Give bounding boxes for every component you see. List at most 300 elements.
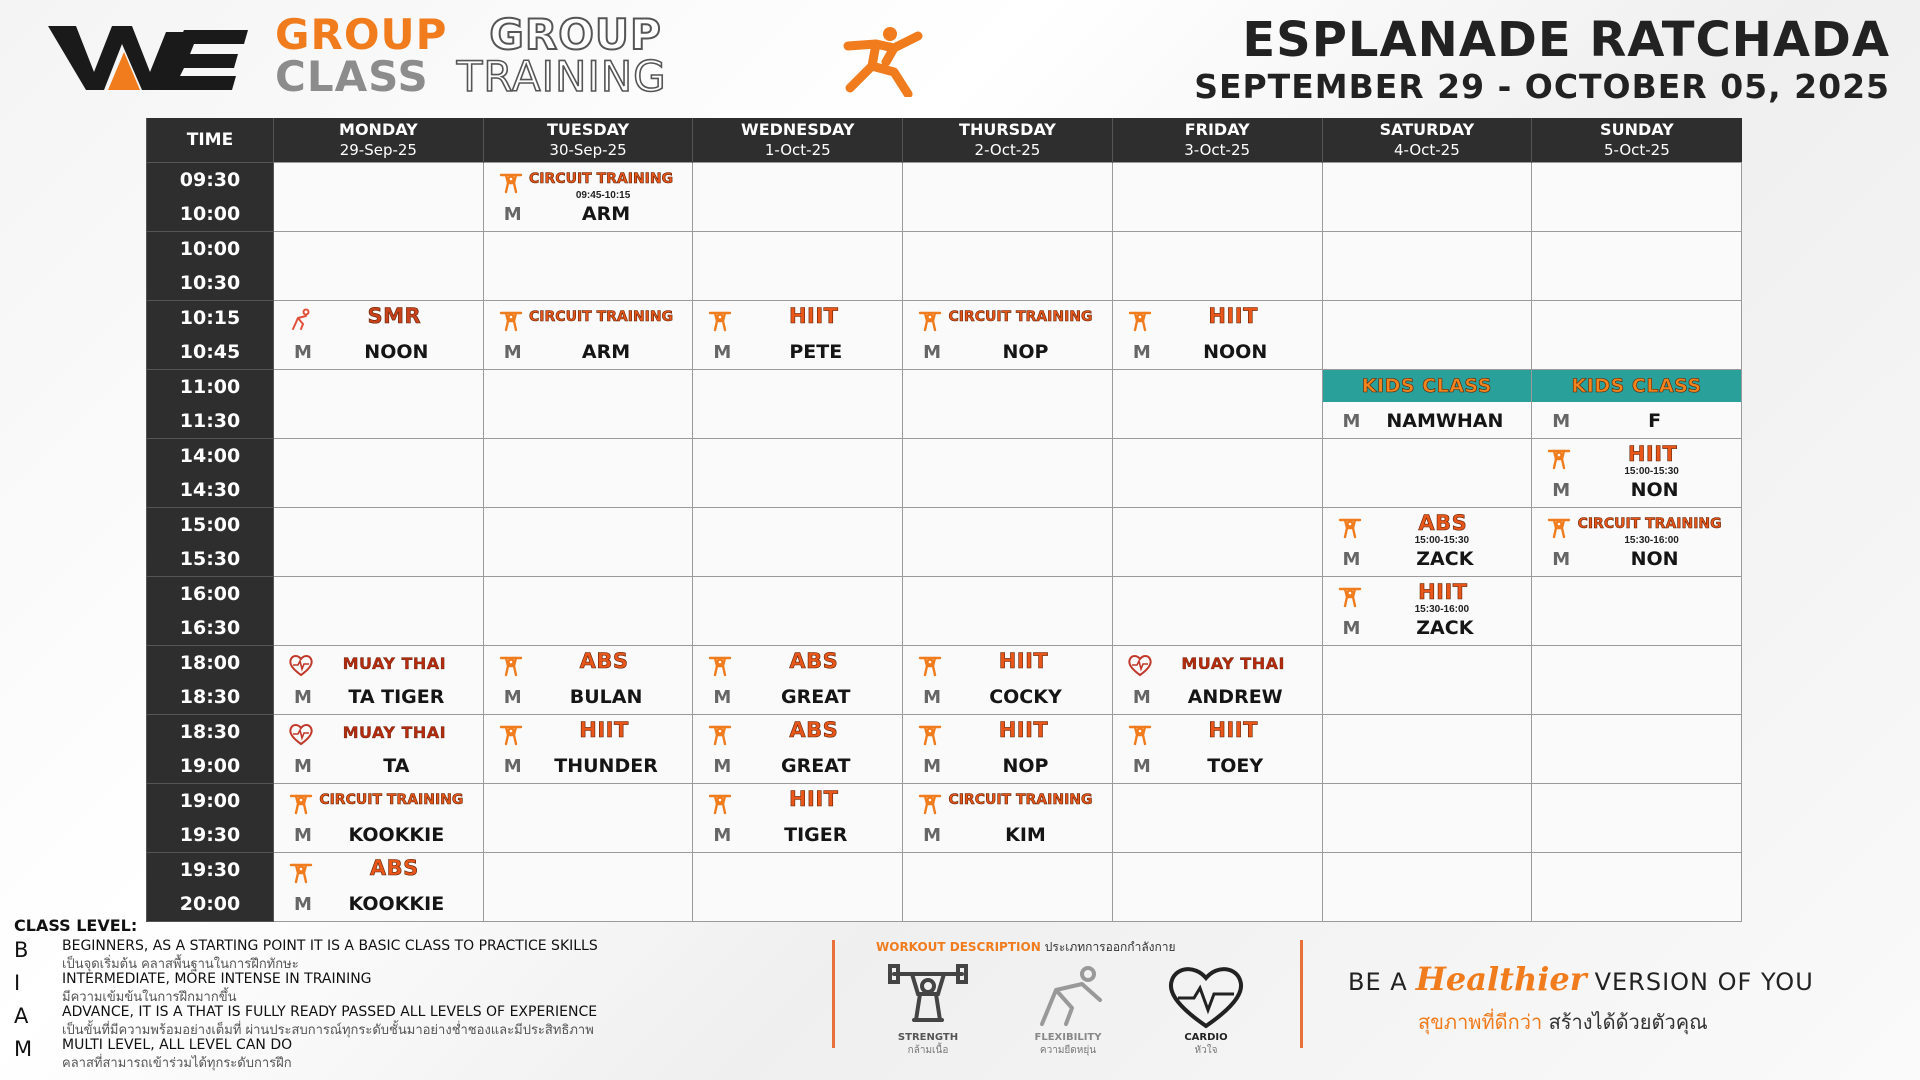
class-name: ABS [789, 649, 839, 673]
workout-title-th: ประเภทการออกกำลังกาย [1044, 940, 1176, 954]
class-entry[interactable] [693, 784, 902, 852]
empty-slot [1112, 370, 1322, 439]
class-name: MUAY THAI [342, 654, 447, 673]
instructor-name: TA TIGER [348, 686, 445, 708]
day-header-sun [1532, 118, 1742, 163]
legend-row [14, 1002, 814, 1038]
instructor-name: GREAT [781, 686, 851, 708]
class-entry[interactable] [1113, 646, 1322, 714]
class-entry[interactable] [1113, 301, 1322, 369]
instructor-name: ARM [581, 203, 631, 225]
schedule-row [147, 577, 1742, 646]
class-entry[interactable] [484, 163, 693, 231]
legend-row [14, 1035, 814, 1071]
empty-slot [693, 163, 903, 232]
level-desc-th: คลาสที่สามารถเข้าร่วมได้ทุกระดับการฝึก [62, 1056, 292, 1071]
class-name: CIRCUIT TRAINING [948, 309, 1093, 325]
instructor-name: NOP [1002, 755, 1049, 777]
schedule-row [147, 163, 1742, 232]
kids-class-banner: KIDS CLASS [1532, 370, 1741, 402]
time-slot [147, 715, 274, 784]
class-slot[interactable] [1112, 646, 1322, 715]
class-name: HIIT [998, 718, 1049, 742]
class-entry[interactable] [484, 301, 693, 369]
empty-slot [1322, 301, 1532, 370]
class-time-note: 15:30-16:00 [1624, 535, 1679, 546]
location-title [1194, 12, 1890, 106]
time-header: TIME [147, 118, 274, 163]
class-entry[interactable] [903, 301, 1112, 369]
time-slot [147, 370, 274, 439]
class-name: HIIT [579, 718, 629, 742]
brand-line1-b: GROUP [489, 10, 662, 59]
class-time-note: 15:00-15:30 [1624, 466, 1679, 477]
empty-slot [1112, 784, 1322, 853]
day-date: 29-Sep-25 [339, 141, 417, 159]
workout-strength-th: กล้ามเนื้อ [907, 1045, 949, 1056]
class-name: ABS [369, 856, 419, 880]
empty-slot [1532, 715, 1742, 784]
class-time-note: 15:00-15:30 [1414, 535, 1470, 546]
class-entry[interactable] [693, 646, 902, 714]
empty-slot [1532, 301, 1742, 370]
class-level: M [294, 756, 312, 777]
class-slot[interactable] [483, 301, 693, 370]
class-name: HIIT [788, 304, 839, 328]
day-date: 1-Oct-25 [764, 141, 831, 159]
class-name: ABS [579, 649, 629, 673]
class-level: M [1552, 549, 1571, 570]
slogan-pre: BE A [1348, 968, 1408, 996]
class-level: M [1132, 756, 1151, 777]
class-level: M [1342, 549, 1361, 570]
instructor-name: TOEY [1207, 755, 1264, 777]
class-entry[interactable] [274, 784, 483, 852]
empty-slot [274, 577, 484, 646]
instructor-name: BULAN [569, 686, 643, 708]
class-level: M [713, 687, 732, 708]
empty-slot [274, 232, 484, 301]
class-level: M [923, 756, 942, 777]
workout-title-en: WORKOUT DESCRIPTION [876, 940, 1041, 954]
instructor-name: COCKY [989, 686, 1062, 708]
class-entry[interactable] [1532, 370, 1741, 438]
time-end: 10:45 [179, 341, 241, 363]
time-slot [147, 646, 274, 715]
class-level: M [713, 825, 732, 846]
class-name: CIRCUIT TRAINING [319, 792, 464, 808]
class-entry[interactable] [484, 646, 693, 714]
empty-slot [1322, 646, 1532, 715]
class-name: HIIT [1627, 442, 1678, 466]
strength-icon [886, 960, 970, 1032]
level-code: A [14, 1004, 29, 1028]
day-date: 4-Oct-25 [1393, 141, 1460, 159]
day-header-mon [274, 118, 484, 163]
time-slot [147, 508, 274, 577]
empty-slot [274, 370, 484, 439]
day-name: WEDNESDAY [741, 120, 855, 139]
time-slot [147, 784, 274, 853]
empty-slot [693, 439, 903, 508]
empty-slot [1112, 232, 1322, 301]
class-slot[interactable] [693, 301, 903, 370]
brand-line2-a: CLASS [275, 52, 429, 101]
class-slot[interactable] [274, 715, 484, 784]
time-end: 11:30 [179, 410, 241, 432]
empty-slot [903, 163, 1113, 232]
class-slot[interactable] [483, 163, 693, 232]
empty-slot [903, 577, 1113, 646]
empty-slot [483, 784, 693, 853]
schedule-row [147, 784, 1742, 853]
day-header-thu [903, 118, 1113, 163]
slogan [1348, 960, 1814, 998]
class-level: M [503, 204, 522, 225]
empty-slot [483, 370, 693, 439]
empty-slot [274, 508, 484, 577]
class-entry[interactable] [1323, 508, 1532, 576]
class-level: M [923, 342, 942, 363]
class-name: CIRCUIT TRAINING [948, 792, 1093, 808]
class-entry[interactable] [1323, 370, 1532, 438]
class-time-note: 09:45-10:15 [575, 190, 631, 201]
empty-slot [1532, 784, 1742, 853]
brand-title [275, 10, 667, 101]
class-entry[interactable] [903, 715, 1112, 783]
time-slot [147, 439, 274, 508]
level-code: B [14, 938, 29, 962]
class-slot[interactable] [903, 715, 1113, 784]
time-start: 14:00 [179, 445, 241, 467]
day-name: MONDAY [339, 120, 418, 139]
class-level: M [1342, 411, 1361, 432]
empty-slot [483, 508, 693, 577]
class-entry[interactable] [274, 715, 483, 783]
instructor-name: THUNDER [554, 755, 658, 777]
day-header-tue [483, 118, 693, 163]
time-start: 09:30 [179, 169, 241, 191]
kids-class-banner: KIDS CLASS [1323, 370, 1532, 402]
class-time-note: 15:30-16:00 [1414, 604, 1470, 615]
class-level: M [294, 825, 312, 846]
class-slot[interactable] [1112, 715, 1322, 784]
empty-slot [483, 232, 693, 301]
time-end: 18:30 [179, 686, 241, 708]
class-name: MUAY THAI [1181, 654, 1285, 673]
slogan-th-a: สุขภาพที่ดีกว่า [1418, 1010, 1543, 1034]
empty-slot [1532, 577, 1742, 646]
class-level-legend [14, 916, 814, 1071]
instructor-name: KIM [1005, 824, 1046, 846]
class-level: M [294, 894, 312, 915]
empty-slot [1112, 163, 1322, 232]
workout-cardio-en: CARDIO [1184, 1032, 1228, 1043]
day-name: TUESDAY [547, 120, 630, 139]
class-level: M [923, 825, 942, 846]
class-level: M [1132, 687, 1151, 708]
level-desc-th: เป็นขั้นที่มีความพร้อมอย่างเต็มที่ ผ่านประสบการณ์ทุกระดับชั้นมาอย่างช่ำชองและมีประสิทธิภาพ [62, 1023, 594, 1038]
empty-slot [483, 853, 693, 922]
empty-slot [1322, 853, 1532, 922]
brand-line2-b: TRAINING [456, 52, 667, 101]
class-name: CIRCUIT TRAINING [529, 171, 674, 187]
class-slot[interactable] [693, 715, 903, 784]
class-level: M [1552, 480, 1571, 501]
class-slot[interactable] [1532, 439, 1742, 508]
slogan-highlight: Healthier [1415, 960, 1587, 998]
class-level: M [1132, 342, 1151, 363]
empty-slot [693, 853, 903, 922]
empty-slot [274, 439, 484, 508]
empty-slot [274, 163, 484, 232]
class-entry[interactable] [1113, 715, 1322, 783]
class-slot[interactable] [1112, 301, 1322, 370]
class-slot[interactable] [274, 853, 484, 922]
brand-line1-a: GROUP [275, 10, 448, 59]
class-name: HIIT [1418, 580, 1468, 604]
workout-description [876, 938, 1176, 957]
class-entry[interactable] [274, 853, 483, 921]
class-slot[interactable] [1322, 577, 1532, 646]
class-slot[interactable] [483, 715, 693, 784]
empty-slot [903, 439, 1113, 508]
class-entry[interactable] [484, 715, 693, 783]
class-slot[interactable] [274, 646, 484, 715]
class-slot[interactable] [693, 784, 903, 853]
empty-slot [1532, 646, 1742, 715]
empty-slot [483, 439, 693, 508]
instructor-name: TIGER [784, 824, 848, 846]
class-entry[interactable] [903, 784, 1112, 852]
time-start: 18:30 [179, 721, 241, 743]
table-header-row [147, 118, 1742, 163]
footer-divider [832, 940, 835, 1048]
empty-slot [693, 370, 903, 439]
class-entry[interactable] [903, 646, 1112, 714]
day-header-fri [1112, 118, 1322, 163]
class-level: M [713, 342, 732, 363]
class-level: M [503, 342, 522, 363]
level-desc-en: MULTI LEVEL, ALL LEVEL CAN DO [62, 1037, 293, 1053]
workout-strength [878, 960, 978, 1058]
class-name: ABS [1418, 511, 1468, 535]
time-end: 14:30 [179, 479, 241, 501]
workout-flexibility-en: FLEXIBILITY [1034, 1032, 1102, 1043]
empty-slot [1112, 577, 1322, 646]
class-name: CIRCUIT TRAINING [1577, 516, 1722, 532]
empty-slot [693, 508, 903, 577]
day-date: 3-Oct-25 [1184, 141, 1251, 159]
class-level: M [923, 687, 942, 708]
schedule-row [147, 439, 1742, 508]
time-slot [147, 301, 274, 370]
empty-slot [693, 232, 903, 301]
time-start: 16:00 [179, 583, 241, 605]
level-code: M [14, 1037, 33, 1061]
class-level: M [294, 687, 312, 708]
day-date: 5-Oct-25 [1603, 141, 1670, 159]
class-name: ABS [789, 718, 839, 742]
instructor-name: NOON [364, 341, 429, 363]
schedule-row [147, 853, 1742, 922]
class-slot[interactable] [1532, 370, 1742, 439]
day-date: 30-Sep-25 [549, 141, 627, 159]
runner-icon [828, 22, 928, 97]
time-end: 10:30 [179, 272, 241, 294]
empty-slot [693, 577, 903, 646]
class-entry[interactable] [1532, 508, 1741, 576]
legend-row [14, 936, 814, 972]
schedule-row [147, 370, 1742, 439]
instructor-name: ARM [581, 341, 631, 363]
instructor-name: NAMWHAN [1386, 410, 1504, 432]
empty-slot [1322, 715, 1532, 784]
time-start: 15:00 [179, 514, 241, 536]
workout-flexibility [1018, 960, 1118, 1058]
class-slot[interactable] [274, 301, 484, 370]
day-date: 2-Oct-25 [974, 141, 1041, 159]
legend-title: CLASS LEVEL: [14, 916, 138, 935]
schedule-row [147, 301, 1742, 370]
instructor-name: ZACK [1416, 548, 1474, 570]
instructor-name: NOON [1203, 341, 1268, 363]
day-header-sat [1322, 118, 1532, 163]
footer-divider [1300, 940, 1303, 1048]
day-name: THURSDAY [959, 120, 1056, 139]
class-slot[interactable] [903, 646, 1113, 715]
class-level: M [713, 756, 732, 777]
time-end: 10:00 [179, 203, 241, 225]
class-level: M [503, 687, 522, 708]
class-name: HIIT [1208, 718, 1258, 742]
class-name: HIIT [1208, 304, 1258, 328]
time-slot [147, 853, 274, 922]
class-name: HIIT [998, 649, 1049, 673]
schedule-row [147, 715, 1742, 784]
time-end: 20:00 [179, 893, 241, 915]
level-code: I [14, 971, 21, 995]
cardio-icon [1164, 960, 1248, 1032]
time-slot [147, 163, 274, 232]
instructor-name: TA [383, 755, 410, 777]
class-slot[interactable] [693, 646, 903, 715]
instructor-name: NOP [1002, 341, 1049, 363]
class-slot[interactable] [1322, 508, 1532, 577]
class-name: HIIT [788, 787, 839, 811]
workout-cardio [1156, 960, 1256, 1058]
empty-slot [1532, 163, 1742, 232]
class-slot[interactable] [274, 784, 484, 853]
instructor-name: KOOKKIE [348, 824, 445, 846]
schedule-row [147, 646, 1742, 715]
empty-slot [1322, 439, 1532, 508]
instructor-name: NON [1630, 479, 1679, 501]
time-start: 19:00 [179, 790, 241, 812]
schedule-row [147, 508, 1742, 577]
time-end: 16:30 [179, 617, 241, 639]
class-entry[interactable] [693, 715, 902, 783]
class-slot[interactable] [903, 784, 1113, 853]
time-start: 10:15 [179, 307, 241, 329]
empty-slot [903, 370, 1113, 439]
level-desc-en: INTERMEDIATE, MORE INTENSE IN TRAINING [62, 971, 372, 987]
time-end: 19:00 [179, 755, 241, 777]
instructor-name: F [1648, 410, 1662, 432]
flexibility-icon [1026, 960, 1110, 1032]
empty-slot [903, 232, 1113, 301]
level-desc-th: เป็นจุดเริ่มต้น คลาสพื้นฐานในการฝึกทักษะ [62, 957, 299, 972]
instructor-name: KOOKKIE [348, 893, 445, 915]
class-name: CIRCUIT TRAINING [529, 309, 674, 325]
location-name: ESPLANADE RATCHADA [1242, 12, 1890, 68]
schedule-table [146, 118, 1742, 922]
empty-slot [1532, 232, 1742, 301]
instructor-name: ANDREW [1187, 686, 1283, 708]
slogan-thai [1418, 1006, 1708, 1038]
level-desc-th: มีความเข้มข้นในการฝึกมากขึ้น [62, 990, 237, 1005]
class-entry[interactable] [693, 301, 902, 369]
empty-slot [1322, 163, 1532, 232]
class-level: M [503, 756, 522, 777]
class-entry[interactable] [1323, 577, 1532, 645]
class-slot[interactable] [1322, 370, 1532, 439]
day-header-wed [693, 118, 903, 163]
instructor-name: ZACK [1416, 617, 1474, 639]
empty-slot [1532, 853, 1742, 922]
class-entry[interactable] [1532, 439, 1741, 507]
day-name: SATURDAY [1379, 120, 1475, 139]
instructor-name: GREAT [781, 755, 851, 777]
level-desc-en: BEGINNERS, AS A STARTING POINT IT IS A BASIC CLASS TO PRACTICE SKILLS [62, 938, 598, 954]
time-start: 10:00 [179, 238, 241, 260]
empty-slot [903, 508, 1113, 577]
we-logo-icon [48, 22, 248, 94]
slogan-post: VERSION OF YOU [1594, 968, 1814, 996]
empty-slot [903, 853, 1113, 922]
day-name: SUNDAY [1600, 120, 1674, 139]
workout-strength-en: STRENGTH [897, 1032, 959, 1043]
time-start: 19:30 [179, 859, 241, 881]
class-entry[interactable] [274, 646, 483, 714]
class-level: M [1552, 411, 1571, 432]
empty-slot [483, 577, 693, 646]
time-end: 15:30 [179, 548, 241, 570]
slogan-th-b: สร้างได้ด้วยตัวคุณ [1548, 1010, 1708, 1034]
time-start: 18:00 [179, 652, 241, 674]
class-entry[interactable] [274, 301, 483, 369]
empty-slot [1112, 508, 1322, 577]
day-name: FRIDAY [1184, 120, 1250, 139]
class-slot[interactable] [903, 301, 1113, 370]
instructor-name: PETE [789, 341, 843, 363]
empty-slot [1322, 784, 1532, 853]
level-desc-en: ADVANCE, IT IS A THAT IS FULLY READY PASSED ALL LEVELS OF EXPERIENCE [62, 1004, 598, 1020]
class-slot[interactable] [1532, 508, 1742, 577]
instructor-name: NON [1630, 548, 1679, 570]
time-start: 11:00 [179, 376, 241, 398]
date-range: SEPTEMBER 29 - OCTOBER 05, 2025 [1194, 67, 1890, 106]
class-level: M [294, 342, 312, 363]
class-level: M [1342, 618, 1361, 639]
class-name: SMR [367, 304, 422, 328]
class-slot[interactable] [483, 646, 693, 715]
empty-slot [1112, 439, 1322, 508]
class-name: MUAY THAI [342, 723, 447, 742]
time-slot [147, 577, 274, 646]
empty-slot [1322, 232, 1532, 301]
workout-cardio-th: หัวใจ [1194, 1045, 1218, 1056]
